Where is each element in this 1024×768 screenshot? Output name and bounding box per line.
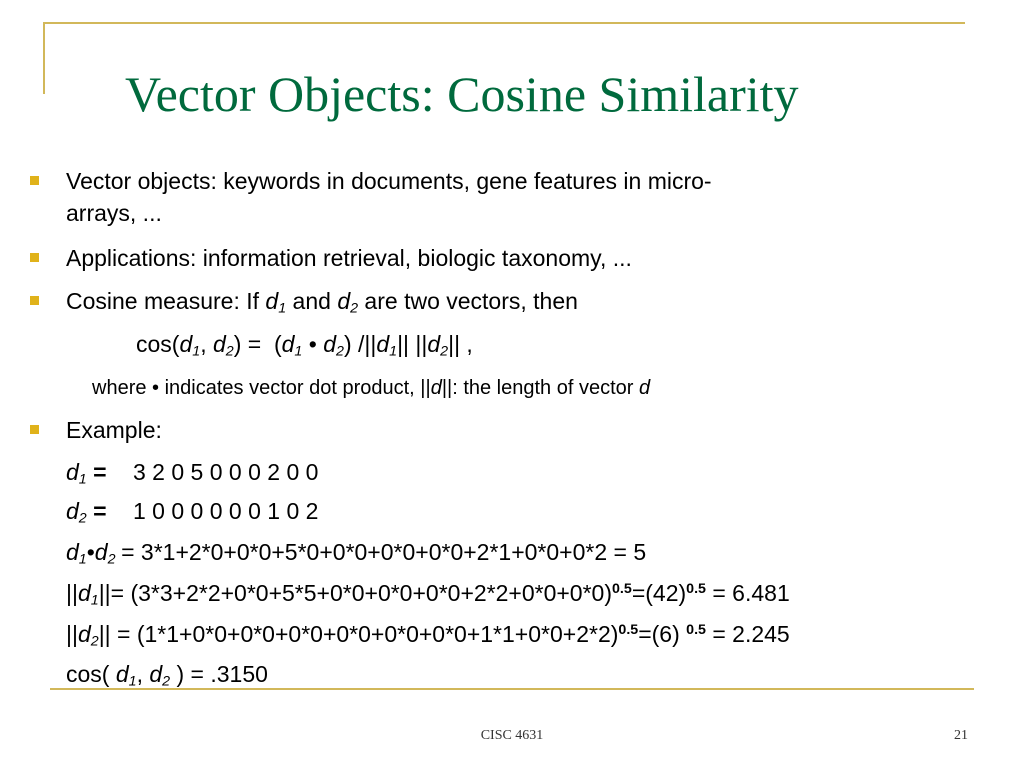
- example-d2-values: 1 0 0 0 0 0 0 1 0 2: [133, 498, 319, 524]
- bullet-3-text: Cosine measure: If $d_1$ and $d_2$ are two vectors, then: [66, 288, 578, 317]
- example-norm-d1: $||d_1||= (3*3+2*2+0*0+5*5+0*0+0*0+0*0+2*2+0*0+0*0)^{0.5}=(42)^{0.5} = 6.481$: [66, 580, 790, 609]
- example-d2-label: $d_2$ =: [66, 498, 107, 527]
- left-border-line: [43, 22, 45, 94]
- example-norm-d2: $||d_2|| = (1*1+0*0+0*0+0*0+0*0+0*0+0*0+1*1+0*0+2*2)^{0.5}=(6) ^{0.5} = 2.245$: [66, 621, 790, 650]
- bullet-square-icon: [30, 176, 39, 185]
- bullet-4-text: Example:: [66, 417, 162, 443]
- where-explanation: where • indicates vector dot product, ||d||: the length of vector d: [92, 377, 651, 399]
- bullet-1-line-1: Vector objects: keywords in documents, gene features in micro-: [66, 168, 712, 194]
- example-d1-values: 3 2 0 5 0 0 0 2 0 0: [133, 459, 319, 485]
- top-border-line: [43, 22, 965, 24]
- example-d1-label: $d_1$ =: [66, 459, 107, 488]
- bullet-1-line-2: arrays, ...: [66, 200, 162, 226]
- bullet-square-icon: [30, 296, 39, 305]
- bottom-border-line: [50, 688, 974, 690]
- bullet-square-icon: [30, 425, 39, 434]
- cosine-formula: $\cos(d_1$, $d_2) = (d_1$ • $d_2$) $/||d_1||$ $||d_2||$ ,: [136, 331, 473, 360]
- slide-title: Vector Objects: Cosine Similarity: [125, 66, 799, 122]
- footer-course: CISC 4631: [480, 728, 544, 743]
- page-number: 21: [954, 728, 968, 743]
- bullet-square-icon: [30, 253, 39, 262]
- bullet-2-text: Applications: information retrieval, biologic taxonomy, ...: [66, 245, 632, 271]
- example-dot-product: $d_1•d_2 = 3*1+2*0+0*0+5*0+0*0+0*0+0*0+2*1+0*0+0*2 = 5$: [66, 539, 647, 568]
- example-cosine-result: cos( $d_1$, $d_2$ ) = .3150: [66, 661, 268, 690]
